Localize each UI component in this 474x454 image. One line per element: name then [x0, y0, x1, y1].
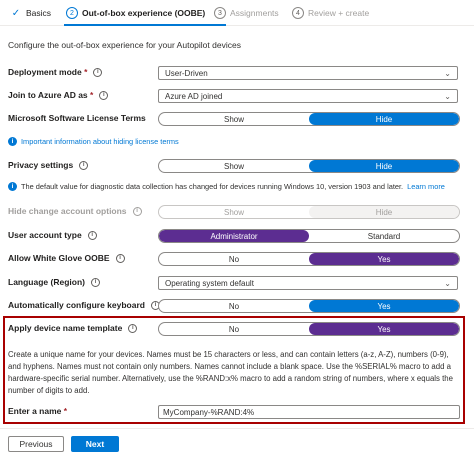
next-button[interactable]: Next	[71, 436, 119, 452]
privacy-row	[8, 159, 460, 173]
tab-label: Out-of-box experience (OOBE)	[82, 8, 206, 18]
info-icon[interactable]: i	[151, 301, 160, 310]
device-name-template-toggle[interactable]	[158, 322, 460, 336]
checkmark-icon: ✓	[11, 7, 21, 19]
footer-divider	[0, 428, 474, 429]
toggle-option-no[interactable]: No	[228, 254, 240, 264]
device-name-description: Create a unique name for your devices. Names must be 15 characters or less, and can contain letters (a-z, A-Z), numbers (0-9), and hyphens. Names must not contain only numbers. Names cannot include a blank space. Use the %SERIAL% macro to add a hardware-specific serial number. Alternatively, use the %RAND:x% macro to add a random string of numbers, where x equals the number of digits to add.	[8, 350, 453, 395]
info-icon[interactable]: i	[91, 278, 100, 287]
toggle-option-no[interactable]: No	[228, 301, 240, 311]
keyboard-toggle[interactable]	[158, 299, 460, 313]
white-glove-label: Allow White Glove OOBE i	[8, 253, 125, 263]
device-name-input[interactable]: MyCompany-%RAND:4%	[158, 405, 460, 419]
toggle-option-yes[interactable]: Yes	[309, 253, 459, 265]
hide-change-account-toggle	[158, 205, 460, 219]
toggle-option-hide[interactable]: Hide	[309, 113, 459, 125]
info-icon[interactable]: i	[133, 207, 142, 216]
toggle-option-show[interactable]: Show	[223, 161, 244, 171]
license-note	[8, 137, 179, 146]
language-row	[8, 276, 460, 290]
join-azure-label: Join to Azure AD as * i	[8, 90, 108, 100]
chevron-down-icon: ⌄	[444, 279, 451, 288]
user-account-type-toggle[interactable]	[158, 229, 460, 243]
info-icon[interactable]: i	[93, 68, 102, 77]
enter-name-row	[8, 405, 460, 419]
deployment-mode-dropdown[interactable]: User-Driven ⌄	[158, 66, 458, 80]
toggle-option-show: Show	[223, 207, 244, 217]
hide-change-account-row	[8, 205, 460, 219]
device-name-template-row	[8, 322, 460, 336]
info-icon[interactable]: i	[99, 91, 108, 100]
tab-review-create[interactable]	[292, 6, 369, 20]
toggle-option-show[interactable]: Show	[223, 114, 244, 124]
hide-change-account-label: Hide change account options i	[8, 206, 142, 216]
toggle-option-hide: Hide	[309, 206, 459, 218]
join-azure-dropdown[interactable]: Azure AD joined ⌄	[158, 89, 458, 103]
license-terms-toggle[interactable]	[158, 112, 460, 126]
tab-assignments[interactable]	[214, 6, 279, 20]
toggle-option-administrator[interactable]: Administrator	[159, 230, 309, 242]
info-icon[interactable]: i	[88, 231, 97, 240]
tab-label: Basics	[26, 8, 52, 18]
previous-button[interactable]: Previous	[8, 436, 64, 452]
privacy-note-text: The default value for diagnostic data collection has changed for devices running Windows 10, version 1903 and later.	[21, 182, 404, 191]
enter-name-label: Enter a name *	[8, 406, 68, 416]
join-azure-row	[8, 89, 460, 103]
info-icon[interactable]: i	[116, 254, 125, 263]
step-number: 3	[214, 7, 226, 19]
step-number: 2	[66, 7, 78, 19]
toggle-option-no[interactable]: No	[228, 324, 240, 334]
info-icon[interactable]: i	[128, 324, 137, 333]
user-account-type-row	[8, 229, 460, 243]
learn-more-link[interactable]: Learn more	[407, 182, 445, 191]
info-icon[interactable]: i	[79, 161, 88, 170]
tab-label: Assignments	[230, 8, 279, 18]
license-terms-label: Microsoft Software License Terms	[8, 113, 146, 123]
keyboard-row	[8, 299, 460, 313]
info-filled-icon: i	[8, 182, 17, 191]
device-name-template-label: Apply device name template i	[8, 323, 137, 333]
keyboard-label: Automatically configure keyboard i	[8, 300, 160, 310]
privacy-label: Privacy settings i	[8, 160, 88, 170]
tab-basics[interactable]	[10, 6, 51, 20]
license-terms-row	[8, 112, 460, 126]
language-dropdown[interactable]: Operating system default ⌄	[158, 276, 458, 290]
toggle-option-standard[interactable]: Standard	[367, 231, 401, 241]
step-number: 4	[292, 7, 304, 19]
privacy-toggle[interactable]	[158, 159, 460, 173]
toggle-option-hide[interactable]: Hide	[309, 160, 459, 172]
tab-oobe[interactable]	[66, 6, 205, 20]
wizard-tabs	[0, 0, 474, 26]
privacy-note	[8, 182, 445, 191]
toggle-option-yes[interactable]: Yes	[309, 300, 459, 312]
white-glove-row	[8, 252, 460, 266]
chevron-down-icon: ⌄	[444, 69, 451, 78]
language-label: Language (Region) i	[8, 277, 100, 287]
info-filled-icon: i	[8, 137, 17, 146]
license-info-link[interactable]: Important information about hiding license terms	[21, 137, 179, 146]
active-tab-indicator	[64, 24, 226, 26]
tab-label: Review + create	[308, 8, 370, 18]
user-account-type-label: User account type i	[8, 230, 97, 240]
white-glove-toggle[interactable]	[158, 252, 460, 266]
deployment-mode-row	[8, 66, 460, 80]
chevron-down-icon: ⌄	[444, 92, 451, 101]
toggle-option-yes[interactable]: Yes	[309, 323, 459, 335]
page-description: Configure the out-of-box experience for your Autopilot devices	[8, 40, 241, 50]
deployment-mode-label: Deployment mode * i	[8, 67, 102, 77]
